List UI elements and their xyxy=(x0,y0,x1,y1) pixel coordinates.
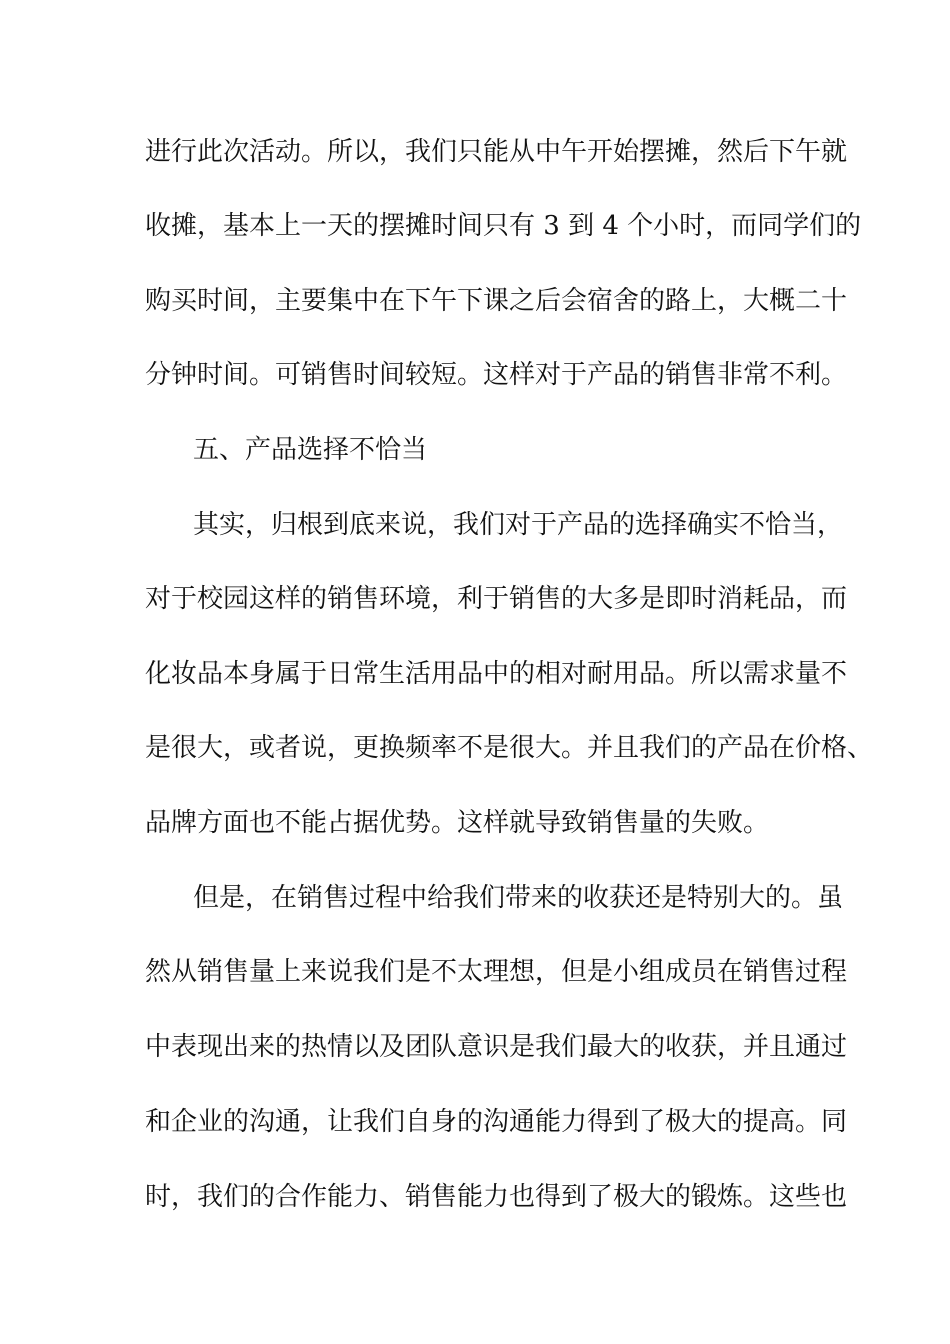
body-text-line: 然从销售量上来说我们是不太理想，但是小组成员在销售过程 xyxy=(145,957,848,987)
body-text-line: 品牌方面也不能占据优势。这样就导致销售量的失败。 xyxy=(145,808,770,838)
body-text-line: 是很大，或者说，更换频率不是很大。并且我们的产品在价格、 xyxy=(145,733,874,763)
body-text-line: 对于校园这样的销售环境，利于销售的大多是即时消耗品，而 xyxy=(145,584,848,614)
body-text-line: 化妆品本身属于日常生活用品中的相对耐用品。所以需求量不 xyxy=(145,659,848,689)
body-text-line: 时，我们的合作能力、销售能力也得到了极大的锻炼。这些也 xyxy=(145,1182,848,1212)
section-heading: 五、产品选择不恰当 xyxy=(193,435,428,465)
body-text-line: 其实，归根到底来说，我们对于产品的选择确实不恰当， xyxy=(193,510,844,540)
body-text-line: 中表现出来的热情以及团队意识是我们最大的收获，并且通过 xyxy=(145,1032,848,1062)
body-text-line: 和企业的沟通，让我们自身的沟通能力得到了极大的提高。同 xyxy=(145,1107,848,1137)
body-text-line: 购买时间，主要集中在下午下课之后会宿舍的路上，大概二十 xyxy=(145,286,848,316)
body-text-line: 但是，在销售过程中给我们带来的收获还是特别大的。虽 xyxy=(193,883,844,913)
body-text-line: 收摊，基本上一天的摆摊时间只有 3 到 4 个小时，而同学们的 xyxy=(145,211,862,241)
body-text-line: 进行此次活动。所以，我们只能从中午开始摆摊，然后下午就 xyxy=(145,137,848,167)
body-text-line: 分钟时间。可销售时间较短。这样对于产品的销售非常不利。 xyxy=(145,360,848,390)
